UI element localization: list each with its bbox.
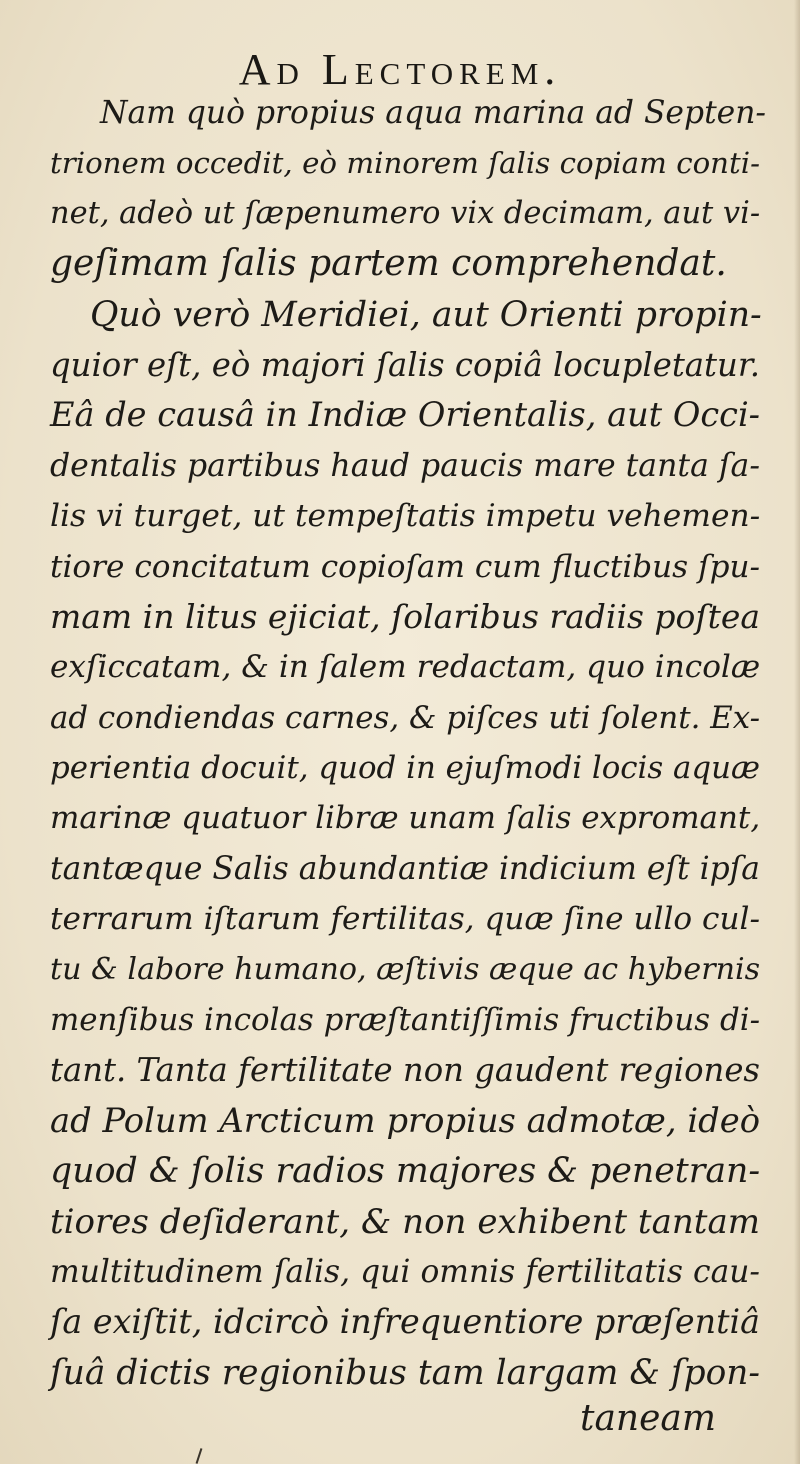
text-line: ſuâ dictis regionibus tam largam & ſpon- (50, 1352, 760, 1393)
text-line: geſimam ſalis partem comprehendat. (50, 243, 727, 285)
body-text (50, 88, 767, 1398)
text-line: perientia docuit, quod in ejuſmodi locis aquæ (50, 750, 760, 787)
text-line: quod & ſolis radios majores & penetran- (50, 1151, 761, 1192)
text-line: ad condiendas carnes, & piſces uti ſolent. Ex- (50, 699, 760, 736)
text-line: terrarum iſtarum fertilitas, quæ ſine ullo cul- (50, 901, 760, 938)
text-line: Nam quò propius aqua marina ad Septen- (100, 95, 767, 131)
catchword: taneam (580, 1398, 717, 1439)
text-line: tiore concitatum copioſam cum fluctibus ſpu- (50, 548, 760, 585)
text-line: quior eſt, eò majori ſalis copiâ locupletatur. (50, 345, 760, 384)
text-line: tantæque Salis abundantiæ indicium eſt ipſa (50, 850, 760, 887)
text-line: marinæ quatuor libræ unam ſalis expromant, (50, 800, 761, 837)
text-line: exſiccatam, & in ſalem redactam, quo incolæ (50, 649, 761, 686)
text-line: ſa exiſtit, idcircò infrequentiore præſentiâ (50, 1302, 760, 1342)
text-line: ad Polum Arcticum propius admotæ, ideò (50, 1100, 760, 1140)
text-line: multitudinem ſalis, qui omnis fertilitatis cau- (50, 1253, 760, 1290)
text-line: trionem occedit, eò minorem ſalis copiam conti- (50, 146, 760, 181)
text-line: net, adeò ut ſæpenumero vix decimam, aut vi- (50, 195, 761, 231)
text-line: tiores deſiderant, & non exhibent tantam (50, 1201, 760, 1242)
ink-mark (196, 1448, 203, 1464)
text-line: lis vi turget, ut tempeſtatis impetu vehemen- (50, 498, 761, 535)
running-head: Ad Lectorem. (238, 45, 562, 94)
text-line: mam in litus ejiciat, ſolaribus radiis poſtea (50, 596, 760, 636)
text-line: Eâ de causâ in Indiæ Orientalis, aut Occi- (50, 395, 760, 435)
page-edge-shadow (794, 0, 800, 1464)
text-line: dentalis partibus haud paucis mare tanta ſa- (50, 447, 760, 484)
text-line: tant. Tanta fertilitate non gaudent regiones (50, 1051, 760, 1090)
text-line: tu & labore humano, æſtivis æque ac hybernis (50, 951, 761, 987)
text-line: menſibus incolas præſtantiſſimis fructibus di- (50, 1002, 760, 1039)
text-line: Quò verò Meridiei, aut Orienti propin- (90, 294, 762, 335)
